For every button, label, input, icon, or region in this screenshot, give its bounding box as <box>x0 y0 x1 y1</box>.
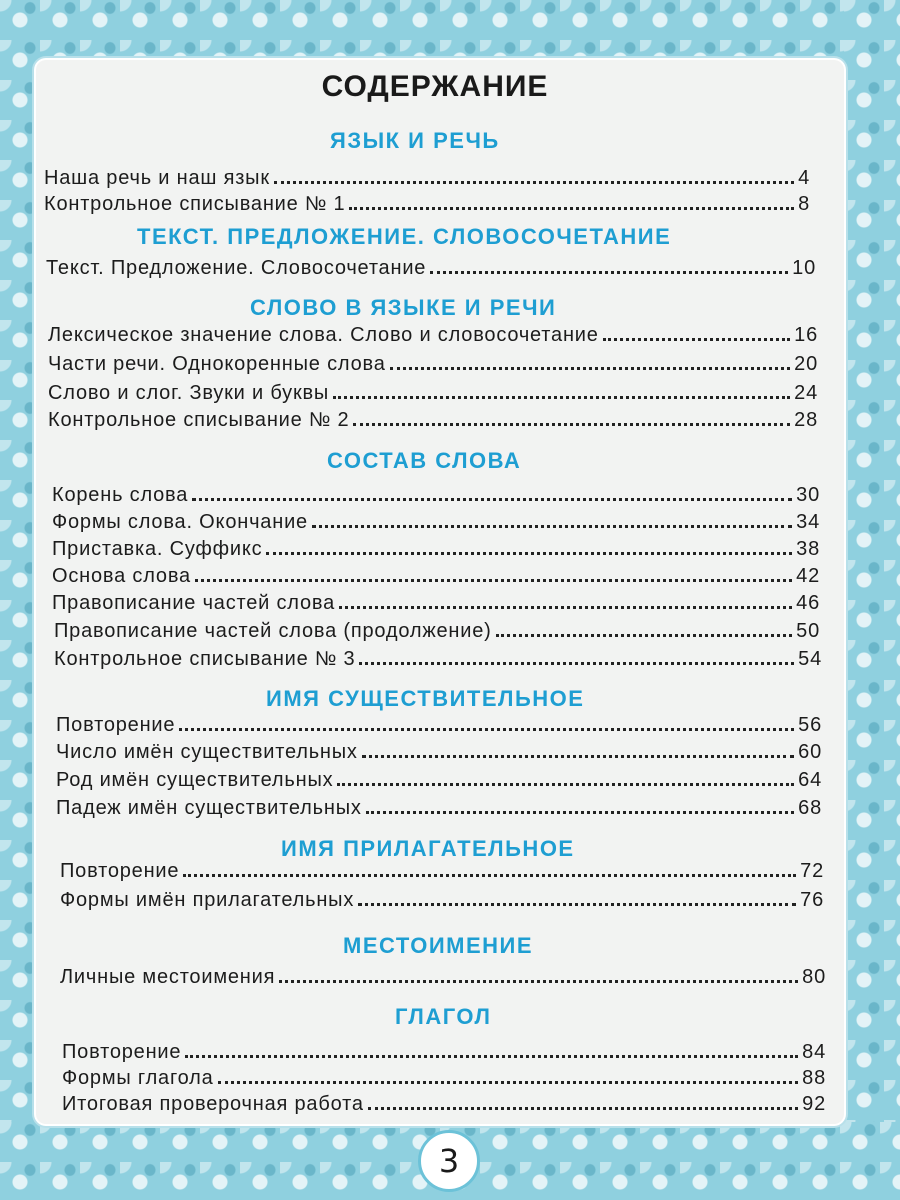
leader-dots <box>179 711 794 731</box>
leader-dots <box>603 321 790 341</box>
toc-entry[interactable] <box>56 794 822 820</box>
toc-entry-page: 24 <box>794 382 818 404</box>
toc-entry-page: 16 <box>794 324 818 346</box>
toc-entry-label: Лексическое значение слова. Слово и словосочетание <box>48 324 599 346</box>
toc-entry-label: Повторение <box>56 714 176 736</box>
toc-entry-page: 42 <box>796 565 820 587</box>
toc-entry[interactable] <box>44 164 810 190</box>
leader-dots <box>359 645 794 665</box>
toc-entry-page: 84 <box>802 1041 826 1063</box>
toc-entry-page: 56 <box>798 714 822 736</box>
toc-entry-label: Корень слова <box>52 484 189 506</box>
leader-dots <box>368 1090 798 1110</box>
toc-entry-page: 28 <box>794 409 818 431</box>
toc-entry-page: 88 <box>802 1067 826 1089</box>
toc-entry-page: 38 <box>796 538 820 560</box>
section-heading: СОСТАВ СЛОВА <box>327 448 522 473</box>
leader-dots <box>274 164 794 184</box>
toc-entry-label: Слово и слог. Звуки и буквы <box>48 382 330 404</box>
toc-entry[interactable] <box>56 738 822 764</box>
leader-dots <box>362 738 794 758</box>
toc-entry-page: 72 <box>800 860 824 882</box>
toc-entry-page: 50 <box>796 620 820 642</box>
toc-entry[interactable] <box>54 645 822 671</box>
toc-entry-label: Текст. Предложение. Словосочетание <box>46 257 427 279</box>
toc-entry-label: Части речи. Однокоренные слова <box>48 353 386 375</box>
leader-dots <box>339 589 792 609</box>
leader-dots <box>218 1064 799 1084</box>
leader-dots <box>183 857 796 877</box>
leader-dots <box>266 535 792 555</box>
toc-entry-page: 54 <box>798 648 822 670</box>
toc-entry-page: 10 <box>792 257 816 279</box>
toc-entry-label: Личные местоимения <box>60 966 276 988</box>
section-heading: СЛОВО В ЯЗЫКЕ И РЕЧИ <box>250 295 557 320</box>
toc-entry[interactable] <box>56 711 822 737</box>
toc-entry[interactable] <box>52 481 820 507</box>
section-heading: ИМЯ СУЩЕСТВИТЕЛЬНОЕ <box>266 686 585 711</box>
toc-entry-label: Наша речь и наш язык <box>44 167 270 189</box>
section-heading: ГЛАГОЛ <box>395 1004 492 1029</box>
toc-entry[interactable] <box>60 886 824 912</box>
toc-entry-page: 34 <box>796 511 820 533</box>
leader-dots <box>353 406 790 426</box>
leader-dots <box>337 766 794 786</box>
toc-entry-label: Формы глагола <box>62 1067 214 1089</box>
toc-entry[interactable] <box>46 254 816 280</box>
toc-entry[interactable] <box>48 379 818 405</box>
toc-entry-page: 80 <box>802 966 826 988</box>
leader-dots <box>333 379 790 399</box>
toc-entry-page: 76 <box>800 889 824 911</box>
toc-entry[interactable] <box>48 406 818 432</box>
section-heading: ИМЯ ПРИЛАГАТЕЛЬНОЕ <box>281 836 575 861</box>
toc-entry-label: Род имён существительных <box>56 769 334 791</box>
toc-entry[interactable] <box>62 1064 826 1090</box>
toc-entry[interactable] <box>56 766 822 792</box>
section-heading: МЕСТОИМЕНИЕ <box>343 933 534 958</box>
toc-entry-page: 64 <box>798 769 822 791</box>
toc-entry-label: Приставка. Суффикс <box>52 538 263 560</box>
toc-entry-label: Формы слова. Окончание <box>52 511 308 533</box>
leader-dots <box>312 508 792 528</box>
toc-entry-page: 4 <box>798 167 810 189</box>
toc-entry-label: Падеж имён существительных <box>56 797 362 819</box>
toc-entry-label: Правописание частей слова (продолжение) <box>54 620 492 642</box>
toc-entry-label: Контрольное списывание № 1 <box>44 193 346 215</box>
toc-entry[interactable] <box>48 350 818 376</box>
leader-dots <box>279 963 798 983</box>
toc-entry-label: Итоговая проверочная работа <box>62 1093 364 1115</box>
toc-entry-label: Формы имён прилагательных <box>60 889 355 911</box>
leader-dots <box>195 562 792 582</box>
toc-entry[interactable] <box>52 508 820 534</box>
leader-dots <box>349 190 794 210</box>
section-heading: ТЕКСТ. ПРЕДЛОЖЕНИЕ. СЛОВОСОЧЕТАНИЕ <box>137 224 672 249</box>
leader-dots <box>390 350 791 370</box>
leader-dots <box>192 481 792 501</box>
toc-entry-label: Основа слова <box>52 565 191 587</box>
toc-entry-page: 8 <box>798 193 810 215</box>
toc-entry[interactable] <box>62 1090 826 1116</box>
leader-dots <box>358 886 796 906</box>
toc-entry[interactable] <box>44 190 810 216</box>
toc-entry-page: 68 <box>798 797 822 819</box>
leader-dots <box>430 254 788 274</box>
toc-entry-page: 92 <box>802 1093 826 1115</box>
leader-dots <box>366 794 794 814</box>
toc-entry[interactable] <box>60 963 826 989</box>
page-title: СОДЕРЖАНИЕ <box>321 70 549 103</box>
toc-entry-page: 46 <box>796 592 820 614</box>
toc-entry-label: Повторение <box>62 1041 182 1063</box>
toc-entry-label: Число имён существительных <box>56 741 358 763</box>
toc-entry-page: 60 <box>798 741 822 763</box>
leader-dots <box>185 1038 798 1058</box>
toc-entry-label: Контрольное списывание № 2 <box>48 409 350 431</box>
toc-entry-label: Правописание частей слова <box>52 592 336 614</box>
toc-entry[interactable] <box>62 1038 826 1064</box>
toc-entry-page: 20 <box>794 353 818 375</box>
toc-entry-page: 30 <box>796 484 820 506</box>
toc-entry[interactable] <box>60 857 824 883</box>
section-heading: ЯЗЫК И РЕЧЬ <box>330 128 500 153</box>
toc-entry[interactable] <box>48 321 818 347</box>
leader-dots <box>496 617 793 637</box>
page-number: 3 <box>418 1130 480 1192</box>
toc-entry[interactable] <box>54 617 820 643</box>
toc-entry-label: Контрольное списывание № 3 <box>54 648 356 670</box>
toc-entry[interactable] <box>52 589 820 615</box>
toc-entry[interactable] <box>52 562 820 588</box>
toc-entry[interactable] <box>52 535 820 561</box>
toc-entry-label: Повторение <box>60 860 180 882</box>
